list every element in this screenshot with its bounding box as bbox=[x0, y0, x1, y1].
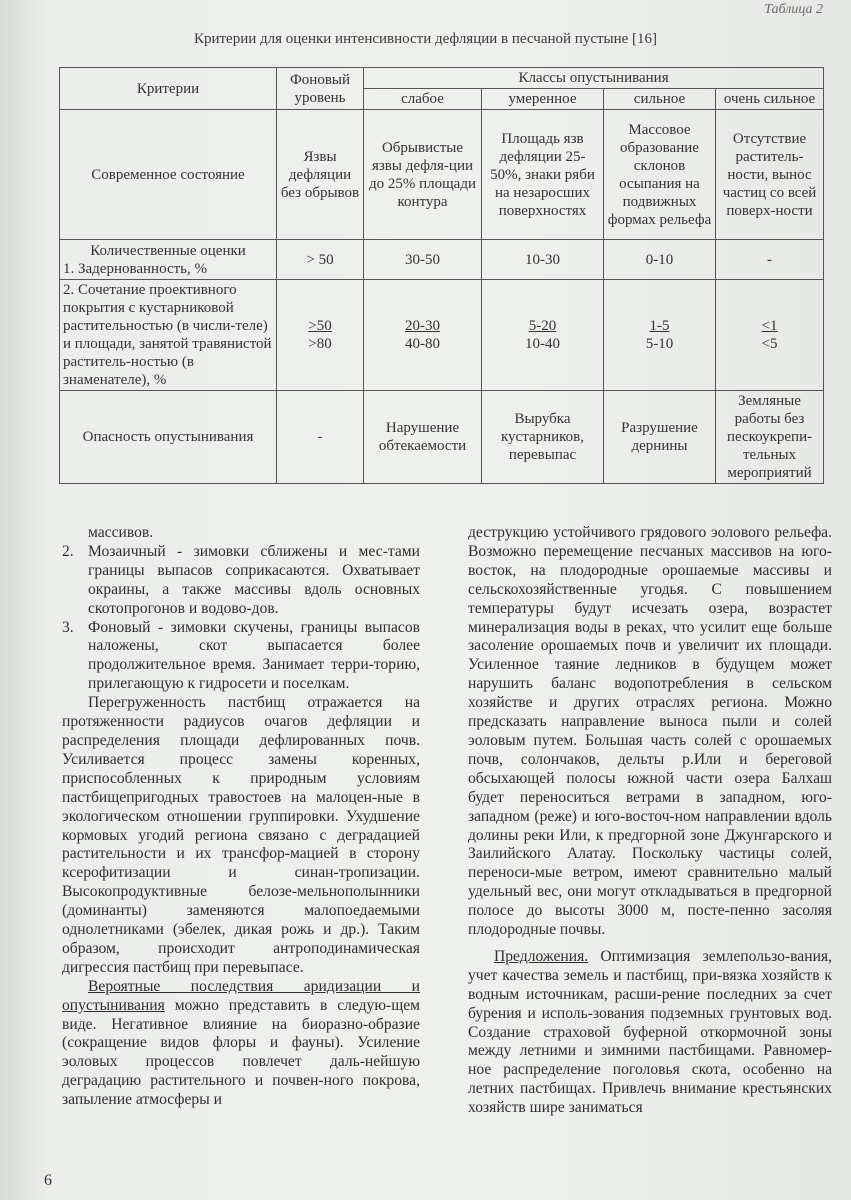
paragraph: деструкцию устойчивого грядового эолового рельефа. Возможно перемещение песчаных массивов на юго-восток, на плодородные орошаемые массивы и сельскохозяйственные угодья. С повышением температуры будут исчезать озера, возрастет минерализация воды в реках, что усилит еще больше засоление орошаемых почв и увеличит их площади. Усиленное таяние ледников в будущем может нарушить баланс водопотребления в сельском хозяйстве и других отраслях региона. Можно предсказать направление выноса пыли и солей эоловым путем. Большая часть солей с орошаемых почв, солончаков, дельты р.Или и береговой обсыхающей полосы южной части озера Балхаш будет переноситься ветрами в западном, юго-западном (реже) и юго-восточ-ном направлении вдоль долины реки Или, к предгорной зоне Джунгарского и Заилийского Алатау. Поскольку частицы солей, переноси-мые ветром, имеют сравнительно малый удельный вес, они могут откладываться в предгорной полосе до высоты 3000 м, посте-пенно засоляя плодородные почвы. bbox=[468, 524, 832, 939]
cell-danger-moderate: Вырубка кустарников, перевыпас bbox=[482, 391, 604, 484]
table-row bbox=[60, 391, 824, 484]
cell-current-weak: Обрывистые язвы дефля-ции до 25% площади контура bbox=[364, 110, 482, 240]
left-column bbox=[62, 524, 420, 1110]
cell-danger-very-strong: Земляные работы без пескоукрепи-тельных мероприятий bbox=[716, 391, 824, 484]
table-number: Таблица 2 bbox=[764, 2, 823, 17]
cell-combo-strong bbox=[604, 280, 716, 391]
header-background: Фоновый уровень bbox=[277, 68, 364, 110]
underlined-heading: Вероятные последствия аридизации и опустынивания bbox=[62, 977, 420, 1014]
cell-current-strong: Массовое образование склонов осыпания на подвижных формах рельефа bbox=[604, 110, 716, 240]
page-number: 6 bbox=[44, 1172, 52, 1189]
underlined-heading: Предложения. bbox=[494, 947, 589, 965]
row-label-combo: 2. Сочетание проективного покрытия с кустарниковой растительностью (в числи-теле) и площади, занятой травянистой раститель-ностью (в знаменателе), % bbox=[60, 280, 277, 391]
cell-current-very-strong: Отсутствие раститель-ности, вынос частиц со всей поверх-ности bbox=[716, 110, 824, 240]
list-text: Фоновый - зимовки скучены, границы выпасов наложены, скот выпасается более продолжительное время. Занимает терри-торию, прилегающую к гидросети и поселкам. bbox=[88, 618, 420, 693]
quant-subheading: 1. Задернованность, % bbox=[63, 260, 208, 277]
cell-quant-strong: 0-10 bbox=[604, 240, 716, 280]
quant-heading: Количественные оценки bbox=[90, 242, 246, 259]
cell-current-background: Язвы дефляции без обрывов bbox=[277, 110, 364, 240]
cell-combo-weak bbox=[364, 280, 482, 391]
list-number: 2. bbox=[62, 542, 74, 560]
row-label-danger: Опасность опустынивания bbox=[60, 391, 277, 484]
paragraph bbox=[62, 978, 420, 1110]
numerator: 5-20 bbox=[528, 318, 557, 334]
table-row bbox=[60, 110, 824, 240]
denominator: 10-40 bbox=[525, 336, 560, 352]
cell-quant-very-strong: - bbox=[716, 240, 824, 280]
cell-combo-very-strong bbox=[716, 280, 824, 391]
list-item bbox=[62, 543, 420, 619]
numerator: <1 bbox=[761, 318, 778, 334]
row-label-quant bbox=[60, 240, 277, 280]
paragraph bbox=[468, 948, 832, 1118]
numerator: 1-5 bbox=[649, 318, 670, 334]
cell-quant-moderate: 10-30 bbox=[482, 240, 604, 280]
numerator: >50 bbox=[308, 318, 332, 334]
paragraph-text: можно представить в следую-щем виде. Негативное влияние на биоразно-образие (сокращение видов флоры и фауны). Усиление эоловых процессов повлечет даль-нейшую деградацию растительного и почвен-ного покрова, запыление атмосферы и bbox=[62, 996, 420, 1109]
cell-danger-strong: Разрушение дернины bbox=[604, 391, 716, 484]
header-classes: Классы опустынивания bbox=[364, 68, 824, 89]
list-continuation: массивов. bbox=[88, 524, 154, 541]
cell-danger-background: - bbox=[277, 391, 364, 484]
criteria-table bbox=[59, 67, 824, 484]
denominator: >80 bbox=[308, 336, 332, 352]
cell-combo-moderate bbox=[482, 280, 604, 391]
header-strong: сильное bbox=[604, 89, 716, 110]
row-label-current: Современное состояние bbox=[60, 110, 277, 240]
numerator: 20-30 bbox=[405, 318, 440, 334]
list-number: 3. bbox=[62, 618, 74, 636]
denominator: <5 bbox=[761, 336, 778, 352]
denominator: 5-10 bbox=[645, 336, 674, 352]
header-very-strong: очень сильное bbox=[716, 89, 824, 110]
paragraph: Перегруженность пастбищ отражается на протяженности радиусов очагов дефляции и распределения площади дефлированных почв. Усиливается процесс замены коренных, приспособленных к природным условиям пастбищепригодных травостоев на малоцен-ные в экологическом отношении группировки. Ухудшение кормовых угодий региона связано с деградацией растительности и их трансфор-мацией в сторону ксерофитизации и синан-тропизации. Высокопродуктивные белозе-мельнополынники (доминанты) заменяются малопоедаемыми однолетниками (эбелек, дикая рожь и др.). Таким образом, происходит антроподинамическая дигрессия пастбищ при перевыпасе. bbox=[62, 694, 420, 976]
cell-danger-weak: Нарушение обтекаемости bbox=[364, 391, 482, 484]
table-row bbox=[60, 280, 824, 391]
list-item bbox=[62, 619, 420, 695]
paragraph-text: Оптимизация землепользо-вания, учет качества земель и пастбищ, при-вязка хозяйств к водным источникам, расши-рение последних за счет бурения и исполь-зования подземных грунтовых вод. Создание страховой буферной откормочной зоны между летними и зимними пастбищами. Равномер-ное распределение поголовья скота, особенно на летних пастбищах. Привлечь внимание крестьянских хозяйств шире заниматься bbox=[468, 947, 832, 1117]
cell-current-moderate: Площадь язв дефляции 25-50%, знаки ряби на незаросших поверхностях bbox=[482, 110, 604, 240]
list-text: Мозаичный - зимовки сближены и мес-тами границы выпасов соприкасаются. Охватывает окраины, а также массивы вдоль основных скотопрогонов и водово-дов. bbox=[88, 542, 420, 617]
denominator: 40-80 bbox=[405, 336, 440, 352]
table-title: Критерии для оценки интенсивности дефляции в песчаной пустыне [16] bbox=[193, 31, 658, 47]
header-weak: слабое bbox=[364, 89, 482, 110]
right-column bbox=[468, 524, 832, 1118]
table-row bbox=[60, 240, 824, 280]
cell-quant-weak: 30-50 bbox=[364, 240, 482, 280]
cell-quant-background: > 50 bbox=[277, 240, 364, 280]
cell-combo-background bbox=[277, 280, 364, 391]
header-moderate: умеренное bbox=[482, 89, 604, 110]
header-criteria: Критерии bbox=[60, 68, 277, 110]
